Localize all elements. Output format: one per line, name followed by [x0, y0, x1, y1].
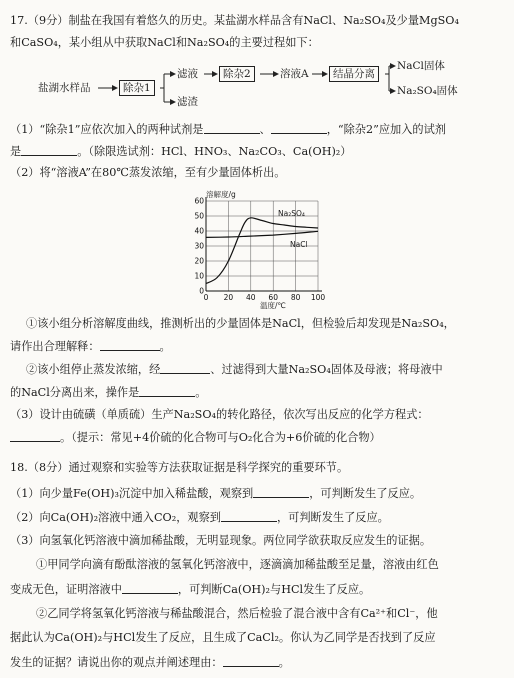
chart-x-tick-label-0: 0 — [203, 293, 209, 302]
answer-blank-11[interactable] — [223, 655, 279, 667]
q18-line1: 18.（8分）通过观察和实验等方法获取证据是科学探究的重要环节。 — [10, 461, 349, 474]
chart-x-tick-label-3: 60 — [268, 293, 278, 302]
q17-part2-q1-line1: ①该小组分析溶解度曲线，推测析出的少量固体是NaCl，但检验后却发现是Na₂SO₄， — [26, 317, 455, 330]
q17-part1-text-c: 是 — [10, 145, 22, 158]
q17-part2-q1-text: 请作出合理解释： — [10, 340, 100, 353]
q18-part3-q2-text-c: 发生的证据？请说出你的观点并阐述理由： — [10, 656, 223, 669]
q17-part3-text-b: 。（提示：常见+4价硫的化合物可与O₂化合为+6价硫的化合物） — [60, 431, 381, 444]
q17-part2-line: （2）将“溶液A”在80℃蒸发浓缩，至有少量固体析出。 — [10, 166, 286, 179]
flow-sample: 盐湖水样品 — [38, 82, 91, 94]
q18-part1-line — [10, 486, 506, 501]
q18-part3-q1-line2 — [10, 582, 506, 597]
q18-part3-q1-text-b: 变成无色，证明溶液中 — [10, 583, 122, 596]
q17-part1-line2 — [10, 144, 506, 159]
q17-part1-text-a: （1）“除杂1”应依次加入的两种试剂是 — [10, 123, 204, 136]
q17-part3-line1: （3）设计由硫磺（单质硫）生产Na₂SO₄的转化路径，依次写出反应的化学方程式： — [10, 408, 429, 421]
flow-output-nacl: NaCl固体 — [397, 60, 445, 72]
solubility-chart — [188, 189, 328, 311]
flow-output-na2so4: Na₂SO₄固体 — [397, 85, 458, 97]
answer-blank-6[interactable] — [139, 385, 195, 397]
flow-solution-a: 溶液A — [280, 68, 309, 80]
answer-blank-1[interactable] — [204, 122, 260, 134]
answer-blank-3[interactable] — [21, 144, 77, 156]
chart-y-tick-label-3: 30 — [194, 241, 204, 251]
q17-part1-line1: （1）“除杂1”应依次加入的两种试剂是 、 ，“除杂2”应加入的试剂 — [10, 123, 446, 136]
answer-blank-8[interactable] — [253, 486, 309, 498]
chart-y-tick-label-4: 40 — [194, 226, 204, 236]
q18-part3-q2-line3 — [10, 655, 506, 670]
q17-part2-q1-line2: 请作出合理解释： 。 — [10, 340, 171, 353]
flow-filtrate: 滤液 — [177, 68, 198, 80]
q18-part3-q1-line1: ①甲同学向滴有酚酞溶液的氢氧化钙溶液中，逐滴滴加稀盐酸至足量，溶液由红色 — [36, 558, 439, 571]
chart-y-tick-label-5: 50 — [194, 211, 204, 221]
q17-part2-q2-text-b: 、过滤得到大量Na₂SO₄固体及母液；将母液中 — [210, 363, 443, 376]
solubility-chart-svg — [188, 189, 328, 311]
answer-blank-9[interactable] — [221, 510, 277, 522]
q17-part2-q2-line1 — [26, 362, 506, 377]
flow-residue: 滤渣 — [177, 96, 198, 108]
chart-x-axis-label: 温度/℃ — [260, 301, 286, 310]
series-line-nacl — [206, 231, 318, 237]
chart-x-tick-label-5: 100 — [310, 293, 326, 302]
q18-part1-text-a: （1）向少量Fe(OH)₃沉淀中加入稀盐酸，观察到 — [10, 487, 254, 500]
answer-blank-5[interactable] — [160, 362, 210, 374]
chart-y-axis-label: 溶解度/g — [206, 190, 236, 199]
answer-blank-2[interactable] — [271, 122, 327, 134]
q17-part2-q2-line2: 的NaCl分离出来，操作是 。 — [10, 386, 207, 399]
answer-blank-10[interactable] — [122, 582, 178, 594]
chart-x-tick-label-2: 40 — [246, 293, 256, 302]
series-line-na2so4 — [206, 218, 318, 284]
answer-blank-4[interactable] — [100, 339, 160, 351]
q18-part3-line: （3）向氢氧化钙溶液中滴加稀盐酸，无明显现象。两位同学欲获取反应发生的证据。 — [10, 534, 432, 547]
chart-y-tick-label-2: 20 — [194, 256, 204, 266]
flow-step2-box: 除杂2 — [219, 66, 255, 82]
q17-part2-q2-text-a: ②该小组停止蒸发浓缩，经 — [26, 363, 161, 376]
flow-step3-box: 结晶分离 — [329, 66, 379, 82]
chart-y-tick-label-6: 60 — [194, 196, 204, 206]
q17-part1-text-b: ，“除杂2”应加入的试剂 — [326, 123, 446, 136]
chart-x-tick-label-1: 20 — [223, 293, 234, 302]
q18-part1-text-b: ，可判断发生了反应。 — [309, 487, 422, 500]
q18-part2-text-b: ，可判断发生了反应。 — [276, 511, 389, 524]
chart-y-tick-label-0: 0 — [199, 286, 204, 296]
q18-part2-text-a: （2）向Ca(OH)₂溶液中通入CO₂，观察到 — [10, 511, 221, 524]
flow-step1-box: 除杂1 — [119, 80, 155, 96]
q17-line2: 和CaSO₄，某小组从中获取NaCl和Na₂SO₄的主要过程如下： — [10, 36, 319, 49]
q17-line1: 17.（9分）制盐在我国有着悠久的历史。某盐湖水样品含有NaCl、Na₂SO₄及少量MgSO₄ — [10, 14, 459, 27]
q18-part3-q2-line1: ②乙同学将氢氧化钙溶液与稀盐酸混合，然后检验了混合液中含有Ca²⁺和Cl⁻，他 — [36, 607, 438, 620]
q18-part3-q1-text-c: ，可判断Ca(OH)₂与HCl发生了反应。 — [177, 583, 371, 596]
q18-part2-line — [10, 510, 506, 525]
q17-part3-line2 — [10, 430, 506, 445]
legend-na2so4: Na₂SO₄ — [278, 209, 305, 218]
chart-x-tick-label-4: 80 — [290, 293, 301, 302]
q17-part2-q2-text-c: 的NaCl分离出来，操作是 — [10, 386, 140, 399]
q18-end-mark: 。 — [278, 656, 290, 669]
q17-part1-text-d: 。（除限选试剂：HCl、HNO₃、Na₂CO₃、Ca(OH)₂） — [77, 145, 352, 158]
answer-blank-7[interactable] — [10, 430, 60, 442]
legend-nacl: NaCl — [290, 240, 308, 249]
process-flow-diagram — [0, 60, 514, 112]
q18-part3-q2-line2: 据此认为Ca(OH)₂与HCl发生了反应，且生成了CaCl₂。你认为乙同学是否找到了反应 — [10, 631, 436, 644]
chart-y-tick-label-1: 10 — [194, 271, 204, 281]
